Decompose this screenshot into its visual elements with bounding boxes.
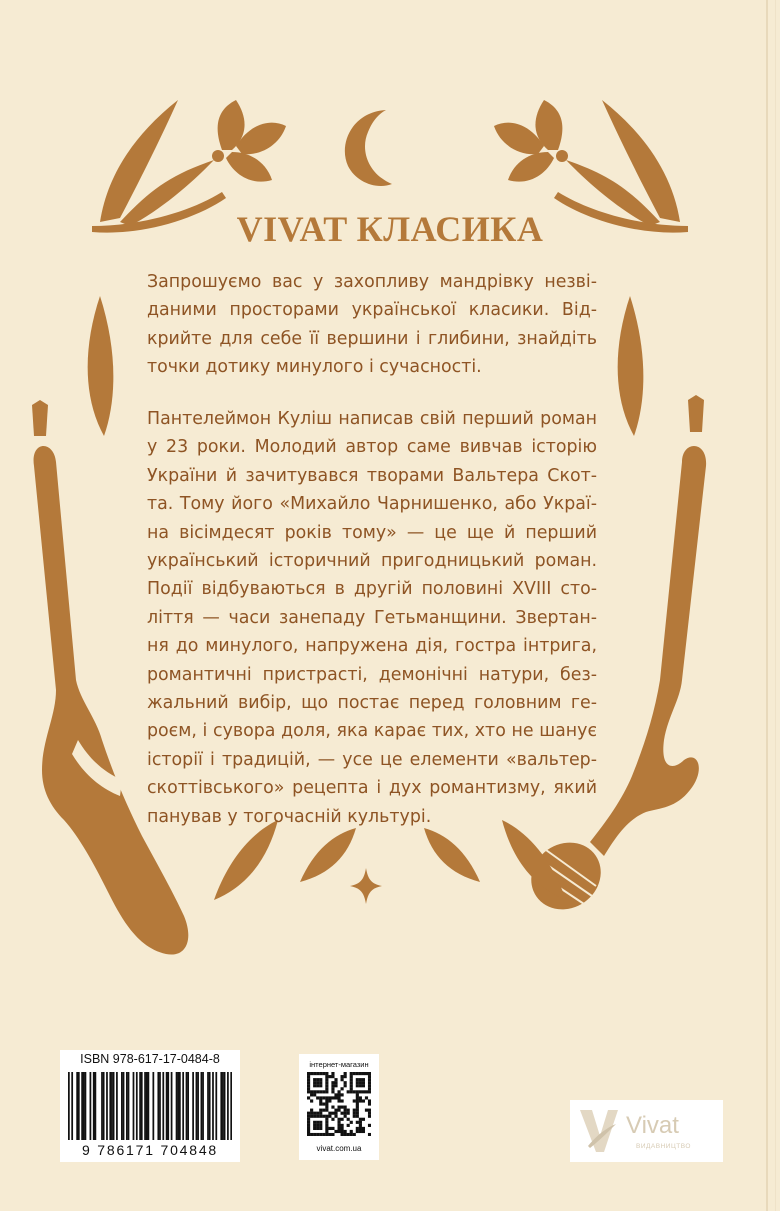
blurb-description-line: ліття — часи занепаду Гетьманщини. Звертан- (147, 607, 597, 628)
series-title: VIVAT КЛАСИКА (236, 209, 544, 249)
qr-label-top: інтернет-магазин (309, 1060, 369, 1069)
leaf-icon-left-upper (88, 296, 114, 436)
leaf-icon-bottom-left-inner (300, 828, 356, 882)
publisher-name: Vivat (626, 1112, 679, 1139)
blurb-description-line: романтичні пристрасті, демонічні натури, без- (147, 664, 597, 685)
blurb-intro-line: Запрошуємо вас у захопливу мандрівку незві- (147, 272, 597, 292)
blurb-description-line: та. Тому його «Михайло Чарнишенко, або Украї- (147, 494, 597, 515)
blurb-description-line: історії і традицій, — усе це елементи «вальтер- (147, 749, 597, 770)
blurb-intro-line: даними просторами української класики. Від- (147, 300, 597, 321)
qr-code-block (299, 1054, 379, 1160)
blurb-description-line: України й зачитувався творами Вальтера Скот- (147, 465, 597, 486)
sparkle-icon (350, 868, 382, 904)
blurb-description-line: Події відбуваються в другій половині XVIII сто- (147, 579, 597, 600)
blurb-intro-line: крийте для себе її вершини і глибини, знайдіть (147, 328, 597, 349)
blurb-description-line: жальний вибір, що постає перед головним ге- (147, 693, 597, 714)
publisher-logo (570, 1100, 723, 1162)
blurb-description-line: панував у тогочасній культурі. (147, 806, 432, 827)
publisher-subtitle: ВИДАВНИЦТВО (636, 1143, 691, 1150)
blurb-description (147, 405, 597, 831)
qr-label-bottom: vivat.com.ua (316, 1144, 362, 1153)
blurb-description-line: на вісімдесят років тому» — це ще й перший (147, 522, 597, 543)
blurb-description-line: український історичний пригодницький роман. (147, 551, 597, 572)
leaf-icon-right-upper (618, 296, 644, 436)
barcode (60, 1050, 240, 1162)
blurb-description-line: у 23 роки. Молодий автор саме вивчав історію (147, 437, 597, 458)
blurb-intro-line: точки дотику минулого і сучасності. (147, 357, 482, 378)
crescent-moon-icon (345, 110, 392, 186)
barcode-digits: 9 786171 704848 (82, 1142, 218, 1158)
blurb-description-line: скоттівського» рецепта і дух романтизму, який (147, 778, 597, 799)
leaf-icon-bottom-left (214, 820, 278, 900)
blurb-description-line: ня до минулого, напружена дія, гостра інтрига, (147, 636, 597, 657)
isbn-label: ISBN 978-617-17-0484-8 (80, 1052, 220, 1066)
leaf-icon-bottom-right-inner (424, 828, 480, 882)
quill-icon (576, 1106, 622, 1156)
blurb-description-line: роєм, і сувора доля, яка карає тих, хто не шанує (147, 721, 597, 742)
qr-code-icon (307, 1072, 371, 1136)
blurb-intro (147, 268, 597, 382)
blurb-description-line: Пантелеймон Куліш написав свій перший роман (147, 409, 597, 429)
barcode-bars (68, 1072, 232, 1140)
